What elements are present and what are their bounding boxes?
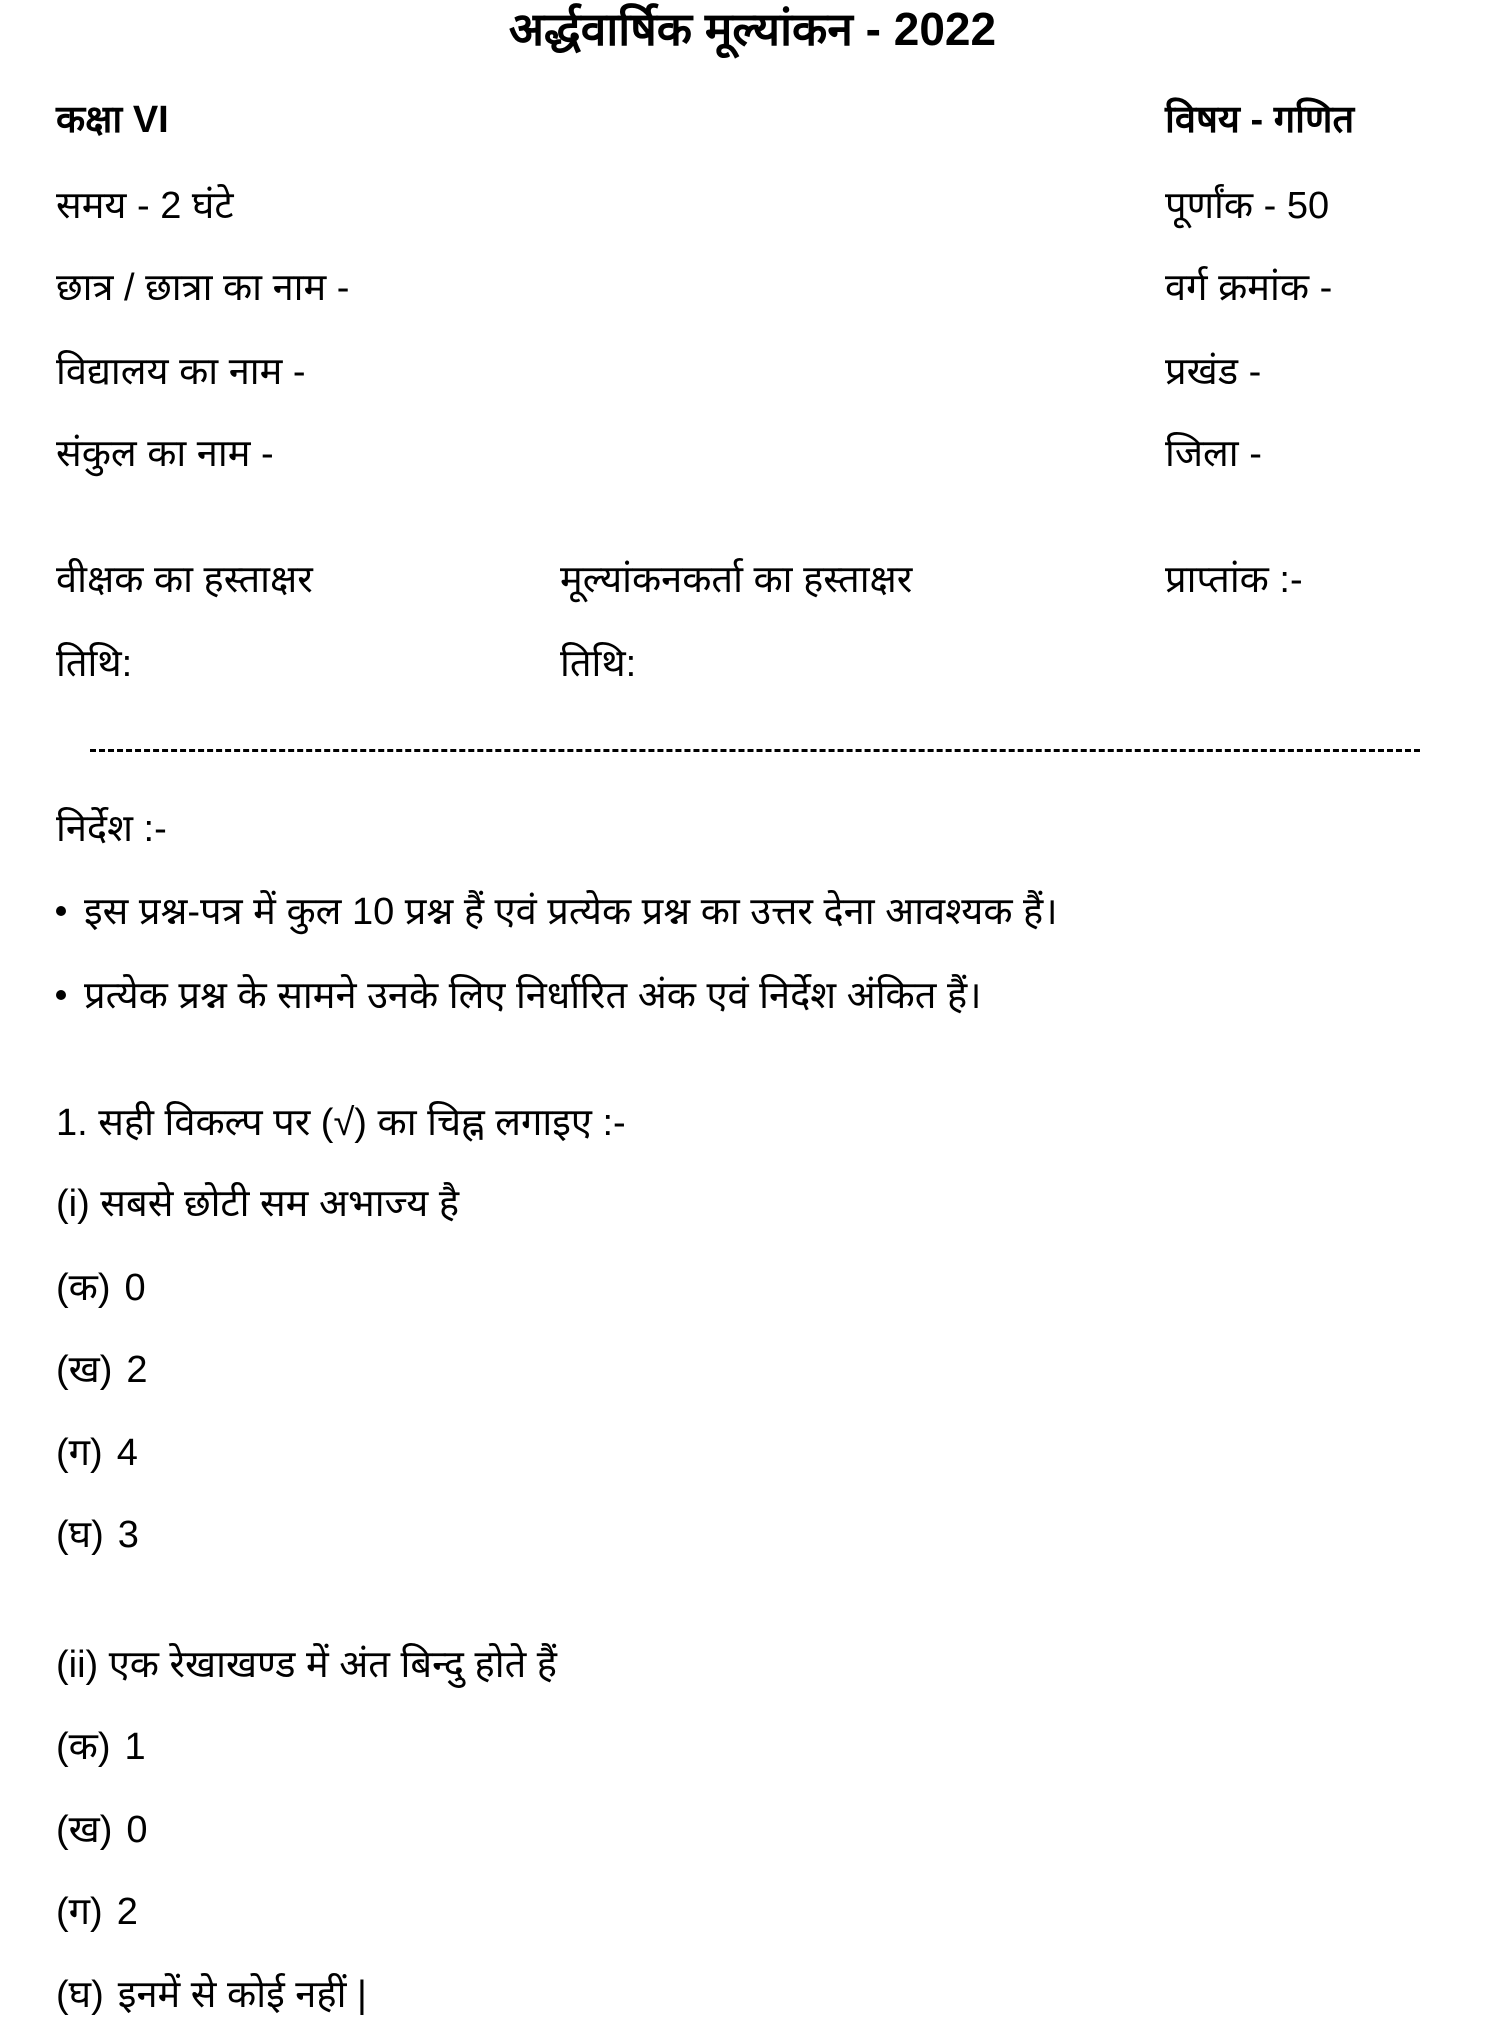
option-value: 1 <box>124 1726 146 1768</box>
invigilator-date-label: तिथि: <box>56 643 133 685</box>
subject-label: विषय - गणित <box>1165 99 1355 141</box>
option-item[interactable] <box>56 1351 148 1389</box>
option-value: इनमें से कोई नहीं | <box>117 1974 367 2016</box>
option-label: (घ) <box>56 1974 104 2016</box>
option-label: (ग) <box>56 1891 103 1933</box>
option-value: 0 <box>124 1267 146 1309</box>
instruction-item <box>56 977 982 1015</box>
marks-obtained-label: प्राप्तांक :- <box>1165 559 1303 601</box>
cluster-name-label: संकुल का नाम - <box>56 433 274 475</box>
dashed-divider <box>90 749 1420 752</box>
time-label: समय - 2 घंटे <box>56 185 234 227</box>
bullet-icon <box>56 906 66 916</box>
evaluator-date-label: तिथि: <box>560 643 637 685</box>
option-item[interactable] <box>56 1516 139 1554</box>
option-item[interactable] <box>56 1811 148 1849</box>
evaluator-signature-label: मूल्यांकनकर्ता का हस्ताक्षर <box>560 559 913 601</box>
instruction-text: इस प्रश्न-पत्र में कुल 10 प्रश्न हैं एवं प्रत्येक प्रश्न का उत्तर देना आवश्यक हैं। <box>84 891 1058 933</box>
option-value: 2 <box>126 1349 148 1391</box>
question-heading: 1. सही विकल्प पर (√) का चिह्न लगाइए :- <box>56 1102 626 1144</box>
full-marks-label: पूर्णांक - 50 <box>1165 185 1330 227</box>
district-label: जिला - <box>1165 433 1262 475</box>
option-item[interactable] <box>56 1269 146 1307</box>
option-label: (क) <box>56 1726 111 1768</box>
option-value: 0 <box>126 1809 148 1851</box>
roll-number-label: वर्ग क्रमांक - <box>1165 267 1333 309</box>
option-value: 3 <box>117 1514 139 1556</box>
option-label: (ख) <box>56 1349 113 1391</box>
instruction-text: प्रत्येक प्रश्न के सामने उनके लिए निर्धारित अंक एवं निर्देश अंकित हैं। <box>84 975 982 1017</box>
option-label: (क) <box>56 1267 111 1309</box>
option-value: 4 <box>116 1432 138 1474</box>
student-name-label: छात्र / छात्रा का नाम - <box>56 267 350 309</box>
instructions-heading: निर्देश :- <box>56 808 167 850</box>
sub-question-text: (ii) एक रेखाखण्ड में अंत बिन्दु होते हैं <box>56 1644 557 1686</box>
bullet-icon <box>56 990 66 1000</box>
option-item[interactable] <box>56 1976 367 2014</box>
page-title: अर्द्धवार्षिक मूल्यांकन - 2022 <box>508 3 997 55</box>
instruction-item <box>56 893 1058 931</box>
block-label: प्रखंड - <box>1165 351 1262 393</box>
invigilator-signature-label: वीक्षक का हस्ताक्षर <box>56 559 313 601</box>
option-label: (ख) <box>56 1809 113 1851</box>
option-label: (घ) <box>56 1514 104 1556</box>
school-name-label: विद्यालय का नाम - <box>56 351 306 393</box>
option-item[interactable] <box>56 1893 138 1931</box>
sub-question-text: (i) सबसे छोटी सम अभाज्य है <box>56 1183 460 1225</box>
option-item[interactable] <box>56 1728 146 1766</box>
option-label: (ग) <box>56 1432 103 1474</box>
option-item[interactable] <box>56 1434 138 1472</box>
class-label: कक्षा VI <box>56 99 169 141</box>
option-value: 2 <box>116 1891 138 1933</box>
